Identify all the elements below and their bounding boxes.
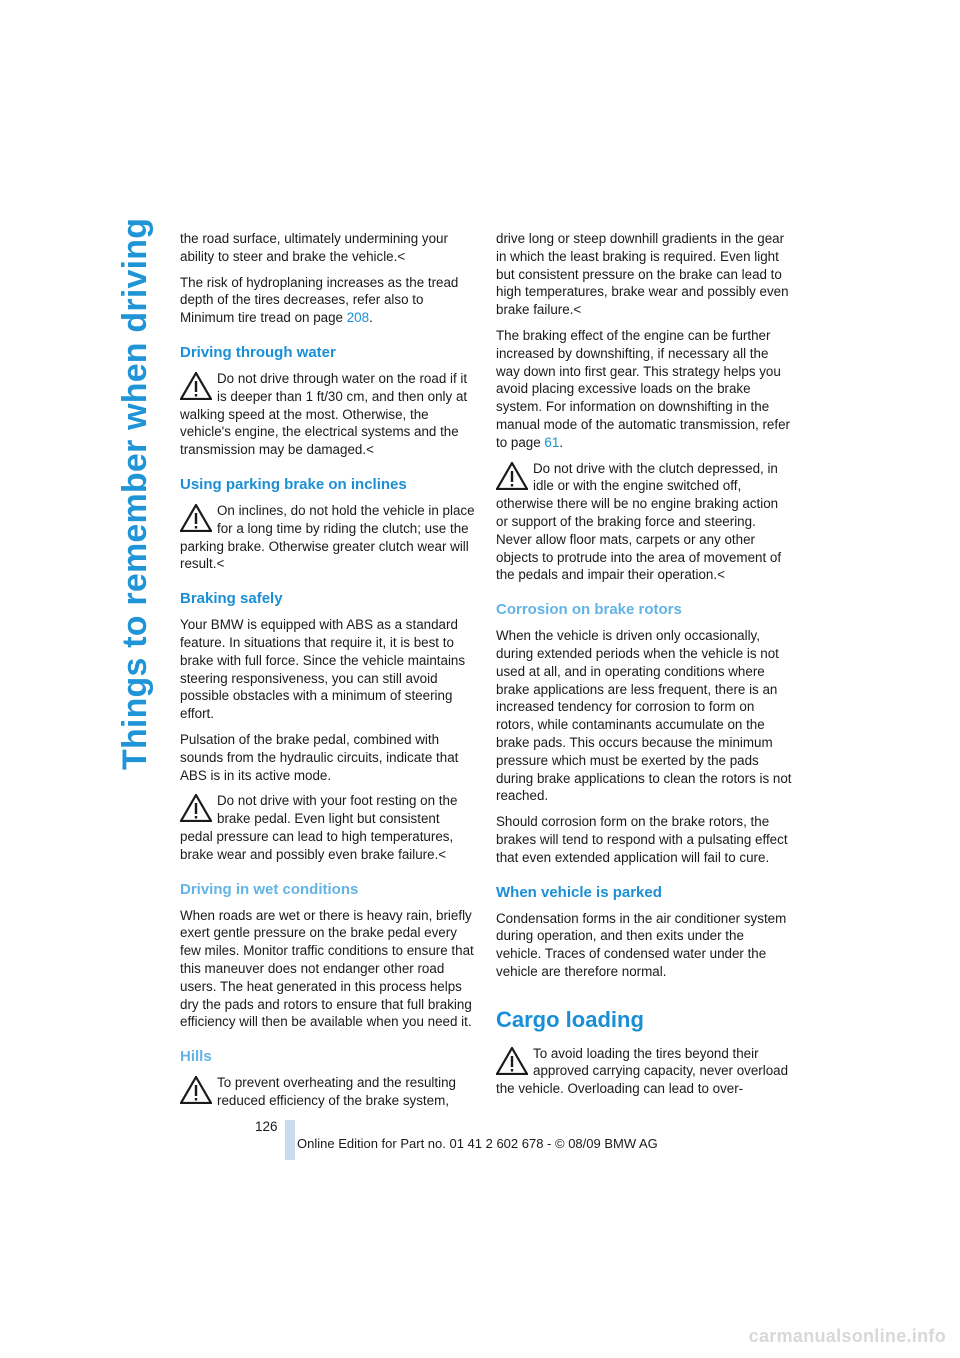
warning-note — [496, 1045, 792, 1098]
paragraph: When the vehicle is driven only occasionally, during extended periods when the vehicle is not used at all, and in operating conditions where brake applications are less frequent, there is an increased tendency for corrosion to form on rotors, while contaminants accumulate on the brake pads. This occurs because the minimum pressure which must be exerted by the pads during brake applications to clean the rotors is not reached. — [496, 628, 792, 804]
chapter-heading: Cargo loading — [496, 1006, 644, 1032]
section-heading: Driving through water — [180, 343, 336, 361]
subsection-heading: Corrosion on brake rotors — [496, 601, 682, 619]
paragraph-text: . — [559, 434, 564, 450]
subsection-heading: Hills — [180, 1048, 212, 1066]
warning-triangle-icon — [180, 1076, 214, 1106]
chapter-side-title-text: Things to remember when driving — [116, 217, 154, 770]
footer-edition-text: Online Edition for Part no. 01 41 2 602 678 - © 08/09 BMW AG — [297, 1136, 658, 1151]
watermark: carmanualsonline.info — [748, 1326, 946, 1346]
warning-triangle-icon — [180, 372, 214, 402]
warning-text: Do not drive with the clutch depressed, in idle or with the engine switched off, otherwise there will be no engine braking action or support of the braking force and steering. Never allow floor mats, carpets or any other objects to protrude into the area of movement of the pedals and impair their operation.< — [496, 460, 782, 583]
paragraph: the road surface, ultimately undermining your ability to steer and brake the vehicle.< — [180, 231, 448, 264]
warning-triangle-icon — [180, 504, 214, 534]
section-heading: Braking safely — [180, 590, 283, 608]
warning-triangle-icon — [180, 794, 214, 824]
paragraph: Condensation forms in the air conditioner system during operation, and then exits under the vehicle. Traces of condensed water under the vehicle are therefore normal. — [496, 910, 787, 979]
warning-text: Do not drive with your foot resting on the brake pedal. Even light but consistent pedal pressure can lead to high temperatures, brake wear and possibly even brake failure.< — [180, 793, 458, 862]
paragraph: Should corrosion form on the brake rotors, the brakes will tend to respond with a pulsating effect that even extended application will fail to cure. — [496, 814, 788, 865]
warning-note — [180, 370, 475, 459]
page-link[interactable]: 208 — [346, 310, 370, 326]
page-number: 126 — [255, 1119, 278, 1134]
warning-text: On inclines, do not hold the vehicle in place for a long time by riding the clutch; use the parking brake. Otherwise greater clutch wear will result.< — [180, 502, 475, 572]
paragraph-text: The braking effect of the engine can be further increased by downshifting, if necessary all the way down into first gear. This strategy helps you avoid placing excessive loads on the brake system. For information on downshifting in the manual mode of the automatic transmission, refer to page — [496, 327, 790, 450]
subsection-heading: Driving in wet conditions — [180, 880, 359, 898]
paragraph — [180, 274, 475, 327]
paragraph-text: . — [369, 310, 373, 326]
paragraph — [496, 327, 792, 452]
section-heading: When vehicle is parked — [496, 883, 662, 901]
right-column — [496, 230, 792, 1106]
warning-text: To avoid loading the tires beyond their approved carrying capacity, never overload the vehicle. Overloading can lead to over- — [496, 1045, 789, 1097]
paragraph: Pulsation of the brake pedal, combined with sounds from the hydraulic circuits, indicate that ABS is in its active mode. — [180, 731, 459, 783]
warning-note — [180, 502, 475, 573]
page-link[interactable]: 61 — [544, 434, 560, 450]
warning-text: Do not drive through water on the road if it is deeper than 1 ft/30 cm, and then only at walking speed at the most. Otherwise, the vehicle's engine, the electrical systems and the transmission may be damaged.< — [180, 370, 468, 458]
warning-text: To prevent overheating and the resulting reduced efficiency of the brake system, — [217, 1075, 456, 1108]
left-column — [180, 230, 475, 1118]
paragraph-text: The risk of hydroplaning increases as the tread depth of the tires decreases, refer also to Minimum tire tread on page — [180, 274, 459, 326]
warning-triangle-icon — [496, 462, 530, 492]
footer-accent-bar — [285, 1120, 295, 1160]
warning-triangle-icon — [496, 1047, 530, 1077]
paragraph: drive long or steep downhill gradients in the gear in which the least braking is required. Even light but consistent pressure on the brake can lead to high temperatures, brake wear and possibly even brake failure.< — [496, 231, 789, 318]
warning-note — [496, 460, 792, 585]
warning-note — [180, 792, 475, 863]
chapter-side-title — [112, 217, 156, 770]
section-heading: Using parking brake on inclines — [180, 475, 407, 493]
paragraph: Your BMW is equipped with ABS as a standard feature. In situations that require it, it is best to brake with full force. Since the vehicle maintains steering responsiveness, you can still avoid possible obstacles with a minimum of steering effort. — [180, 617, 466, 722]
warning-note — [180, 1074, 475, 1110]
paragraph: When roads are wet or there is heavy rain, briefly exert gentle pressure on the brake pedal every few miles. Monitor traffic conditions to ensure that this maneuver does not endanger other road users. The heat generated in this process helps dry the pads and rotors to ensure that full braking efficiency will then be available when you need it. — [180, 907, 474, 1030]
